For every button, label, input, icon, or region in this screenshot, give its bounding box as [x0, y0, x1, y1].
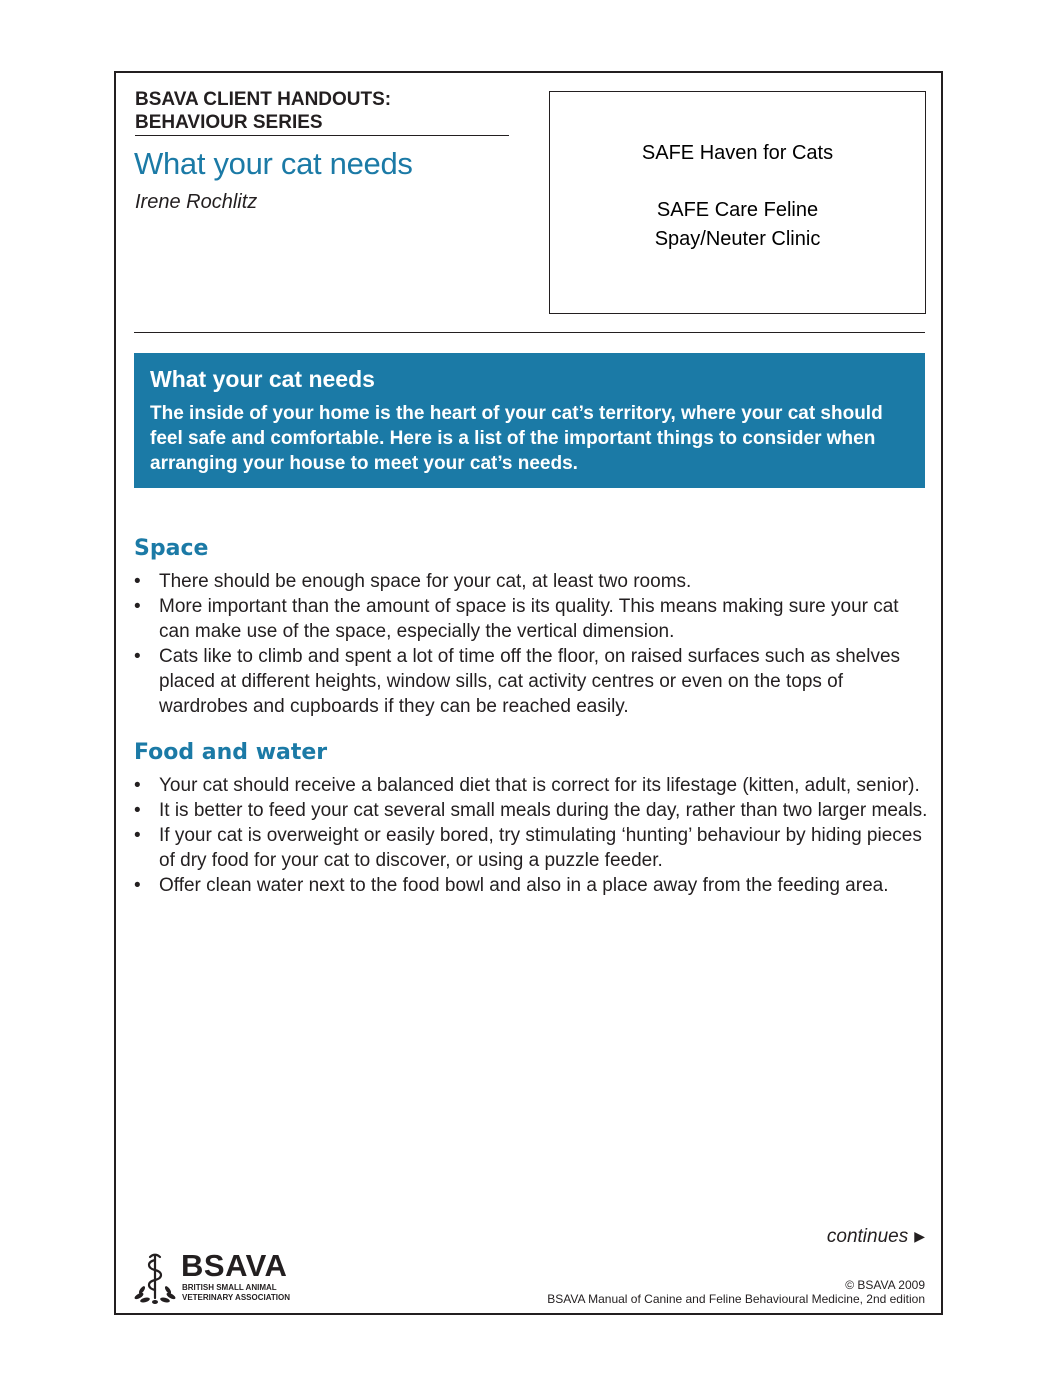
page-title: What your cat needs	[134, 146, 413, 181]
list-item	[134, 569, 929, 594]
summary-box	[134, 353, 925, 488]
bullet-icon: •	[134, 775, 141, 796]
clinic-subname-line-2: Spay/Neuter Clinic	[654, 228, 821, 250]
bullet-icon: •	[134, 825, 141, 846]
list-item-text: Offer clean water next to the food bowl and also in a place away from the feeding area.	[159, 875, 889, 896]
series-line-1: BSAVA CLIENT HANDOUTS:	[135, 89, 392, 110]
series-divider	[135, 135, 509, 136]
bullet-icon: •	[134, 800, 141, 821]
author: Irene Rochlitz	[135, 191, 258, 213]
bullet-icon: •	[134, 646, 141, 667]
copyright-block	[547, 1278, 925, 1306]
summary-heading: What your cat needs	[150, 366, 375, 392]
bullet-icon: •	[134, 875, 141, 896]
continues-indicator	[827, 1226, 925, 1248]
clinic-subname	[550, 196, 925, 254]
bullet-list	[134, 773, 929, 898]
bsava-logo	[133, 1248, 303, 1306]
series-label	[135, 88, 509, 134]
logo-subtitle	[182, 1283, 290, 1303]
summary-text: The inside of your home is the heart of your cat’s territory, where your cat should feel safe and comfortable. Here is a list of the important things to consider when arranging your house to meet your cat’s needs.	[150, 403, 883, 474]
header-divider	[134, 332, 925, 333]
logo-subtitle-line-1: BRITISH SMALL ANIMAL	[182, 1283, 277, 1292]
bullet-list	[134, 569, 929, 719]
list-item	[134, 798, 929, 823]
list-item-text: Cats like to climb and spent a lot of time off the floor, on raised surfaces such as shelves placed at different heights, window sills, cat activity centres or even on the tops of wardrobes and cupboards if they can be reached easily.	[159, 646, 901, 717]
section-heading: Space	[134, 536, 209, 561]
logo-wordmark: BSAVA	[181, 1248, 288, 1283]
section-heading: Food and water	[134, 740, 328, 765]
logo-subtitle-line-2: VETERINARY ASSOCIATION	[182, 1293, 291, 1302]
copyright-text: © BSAVA 2009	[845, 1278, 925, 1292]
clinic-subname-line-1: SAFE Care Feline	[656, 199, 819, 221]
list-item-text: More important than the amount of space is its quality. This means making sure your cat can make use of the space, especially the vertical dimension.	[159, 596, 899, 642]
section-space	[134, 535, 929, 719]
continues-arrow-icon: ▶	[914, 1228, 925, 1244]
list-item	[134, 823, 929, 873]
section-food-and-water	[134, 739, 929, 898]
continues-label: continues	[826, 1226, 909, 1247]
list-item	[134, 873, 929, 898]
caduceus-icon	[133, 1252, 181, 1306]
bullet-icon: •	[134, 596, 141, 617]
list-item	[134, 644, 929, 719]
series-line-2: BEHAVIOUR SERIES	[135, 112, 323, 133]
clinic-stamp-box	[549, 91, 926, 314]
bullet-icon: •	[134, 571, 141, 592]
source-text: BSAVA Manual of Canine and Feline Behavioural Medicine, 2nd edition	[547, 1292, 925, 1306]
list-item-text: It is better to feed your cat several small meals during the day, rather than two larger meals.	[159, 800, 928, 821]
list-item-text: There should be enough space for your cat, at least two rooms.	[159, 571, 692, 592]
list-item	[134, 594, 929, 644]
list-item-text: If your cat is overweight or easily bored, try stimulating ‘hunting’ behaviour by hiding pieces of dry food for your cat to discover, or using a puzzle feeder.	[159, 825, 922, 871]
list-item	[134, 773, 929, 798]
list-item-text: Your cat should receive a balanced diet that is correct for its lifestage (kitten, adult, senior).	[159, 775, 920, 796]
clinic-name: SAFE Haven for Cats	[641, 142, 834, 164]
